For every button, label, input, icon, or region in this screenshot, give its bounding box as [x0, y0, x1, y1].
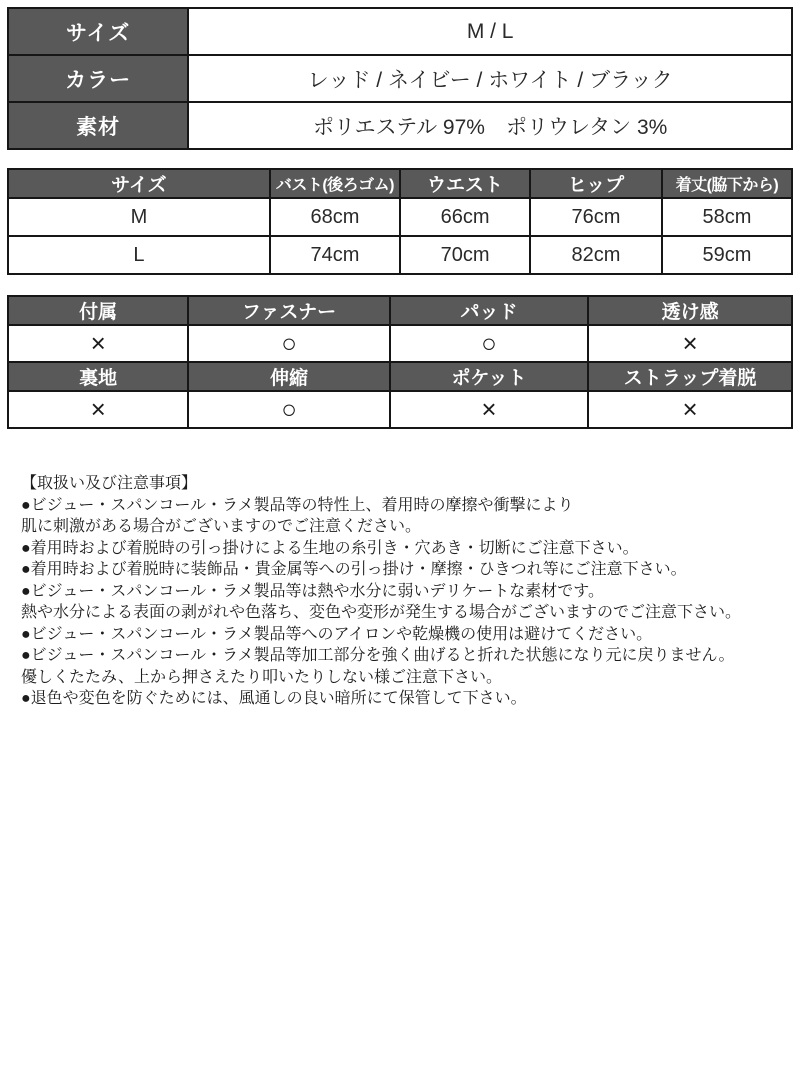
- pad-value: ○: [390, 325, 588, 362]
- sheerness-value: ×: [588, 325, 792, 362]
- pad-header: パッド: [390, 296, 588, 325]
- care-notes: [0, 473, 800, 710]
- size-m-label: M: [8, 198, 270, 236]
- fastener-header: ファスナー: [188, 296, 389, 325]
- feature-header-row-1: [8, 296, 792, 325]
- spec-table: [7, 7, 793, 150]
- care-note-line: ●ビジュー・スパンコール・ラメ製品等は熱や水分に弱いデリケートな素材です。: [21, 582, 604, 600]
- care-note-line: ●退色や変色を防ぐためには、風通しの良い暗所にて保管して下さい。: [21, 690, 527, 707]
- spec-label-size: サイズ: [8, 8, 188, 55]
- size-m-length: 58cm: [662, 198, 792, 236]
- bust-col-header: バスト(後ろゴム): [270, 169, 400, 198]
- feature-value-row-2: [8, 391, 792, 428]
- size-m-waist: 66cm: [400, 198, 530, 236]
- size-measurement-table: [7, 168, 793, 275]
- care-note-line: ●着用時および着脱時の引っ掛けによる生地の糸引き・穴あき・切断にご注意下さい。: [21, 539, 639, 557]
- size-col-header: サイズ: [8, 169, 270, 198]
- feature-value-row-1: [8, 325, 792, 362]
- accessory-header: 付属: [8, 296, 188, 325]
- feature-header-row-2: [8, 362, 792, 391]
- size-row-l: [8, 236, 792, 274]
- care-note-line: 肌に刺激がある場合がございますのでご注意ください。: [21, 518, 422, 535]
- hip-col-header: ヒップ: [530, 169, 662, 198]
- pocket-header: ポケット: [390, 362, 588, 391]
- size-l-label: L: [8, 236, 270, 274]
- size-l-bust: 74cm: [270, 236, 400, 274]
- size-l-length: 59cm: [662, 236, 792, 274]
- spec-row-size: [8, 8, 792, 55]
- strap-value: ×: [588, 391, 792, 428]
- length-col-header: 着丈(脇下から): [662, 169, 792, 198]
- care-note-line: ●ビジュー・スパンコール・ラメ製品等へのアイロンや乾燥機の使用は避けてください。: [21, 625, 653, 643]
- lining-header: 裏地: [8, 362, 188, 391]
- stretch-header: 伸縮: [188, 362, 389, 391]
- size-m-bust: 68cm: [270, 198, 400, 236]
- lining-value: ×: [8, 391, 188, 428]
- spec-value-size: M / L: [188, 8, 792, 55]
- care-note-line: ●ビジュー・スパンコール・ラメ製品等加工部分を強く曲げると折れた状態になり元に戻りません。: [21, 647, 735, 664]
- size-table-header-row: [8, 169, 792, 198]
- spec-label-color: カラー: [8, 55, 188, 102]
- feature-table: [7, 295, 793, 429]
- size-row-m: [8, 198, 792, 236]
- care-note-line: 優しくたたみ、上から押さえたり叩いたりしない様ご注意下さい。: [21, 668, 502, 686]
- pocket-value: ×: [390, 391, 588, 428]
- spec-label-material: 素材: [8, 102, 188, 149]
- spec-value-material: ポリエステル 97% ポリウレタン 3%: [188, 102, 792, 149]
- fastener-value: ○: [188, 325, 389, 362]
- spec-row-color: [8, 55, 792, 102]
- spec-row-material: [8, 102, 792, 149]
- care-note-line: 熱や水分による表面の剥がれや色落ち、変色や変形が発生する場合がございますのでご注意下さい。: [21, 604, 742, 621]
- care-notes-title: 【取扱い及び注意事項】: [21, 475, 198, 492]
- spec-value-color: レッド / ネイビー / ホワイト / ブラック: [188, 55, 792, 102]
- accessory-value: ×: [8, 325, 188, 362]
- size-m-hip: 76cm: [530, 198, 662, 236]
- strap-header: ストラップ着脱: [588, 362, 792, 391]
- care-note-line: ●着用時および着脱時に装飾品・貴金属等への引っ掛け・摩擦・ひきつれ等にご注意下さい。: [21, 561, 687, 578]
- sheerness-header: 透け感: [588, 296, 792, 325]
- waist-col-header: ウエスト: [400, 169, 530, 198]
- size-l-hip: 82cm: [530, 236, 662, 274]
- care-note-line: ●ビジュー・スパンコール・ラメ製品等の特性上、着用時の摩擦や衝撃により: [21, 496, 574, 514]
- stretch-value: ○: [188, 391, 389, 428]
- size-l-waist: 70cm: [400, 236, 530, 274]
